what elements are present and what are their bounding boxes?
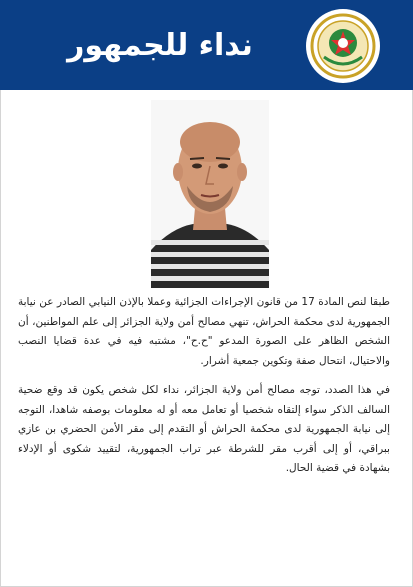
person-photo-icon bbox=[151, 100, 269, 288]
header-banner bbox=[0, 0, 413, 90]
police-emblem-icon bbox=[310, 13, 376, 79]
page-title: نداء للجمهور bbox=[67, 28, 253, 63]
police-logo bbox=[306, 9, 380, 83]
suspect-photo bbox=[151, 100, 269, 288]
notice-paragraph-2: في هذا الصدد، توجه مصالح أمن ولاية الجزائر، نداء لكل شخص يكون قد وقع ضحية السالف الذكر سواء إلتقاه شخصيا أو تعامل معه أو له معلومات بوصفه شاهدا، التوجه إلى نيابة الجمهورية لدى محكمة الحراش أو التقدم إلى مقر الأمن الحضري بن عازي ببراقي، أو إلى أقرب مقر للشرطة عبر تراب الجمهورية، لتقييد شكوى أو الإدلاء بشهادة في قضية الحال. bbox=[18, 384, 390, 474]
notice-paragraph-1: طبقا لنص المادة 17 من قانون الإجراءات الجزائية وعملا بالإذن النيابي الصادر عن نيابة الجمهورية لدى محكمة الحراش، تنهي مصالح أمن ولاية الجزائر إلى علم المواطنين، أن الشخص الظاهر على الصورة المدعو "ح.ح"، مشتبه فيه في عدة قضايا النصب والاحتيال، انتحال صفة وتكوين جمعية أشرار. bbox=[18, 296, 391, 367]
